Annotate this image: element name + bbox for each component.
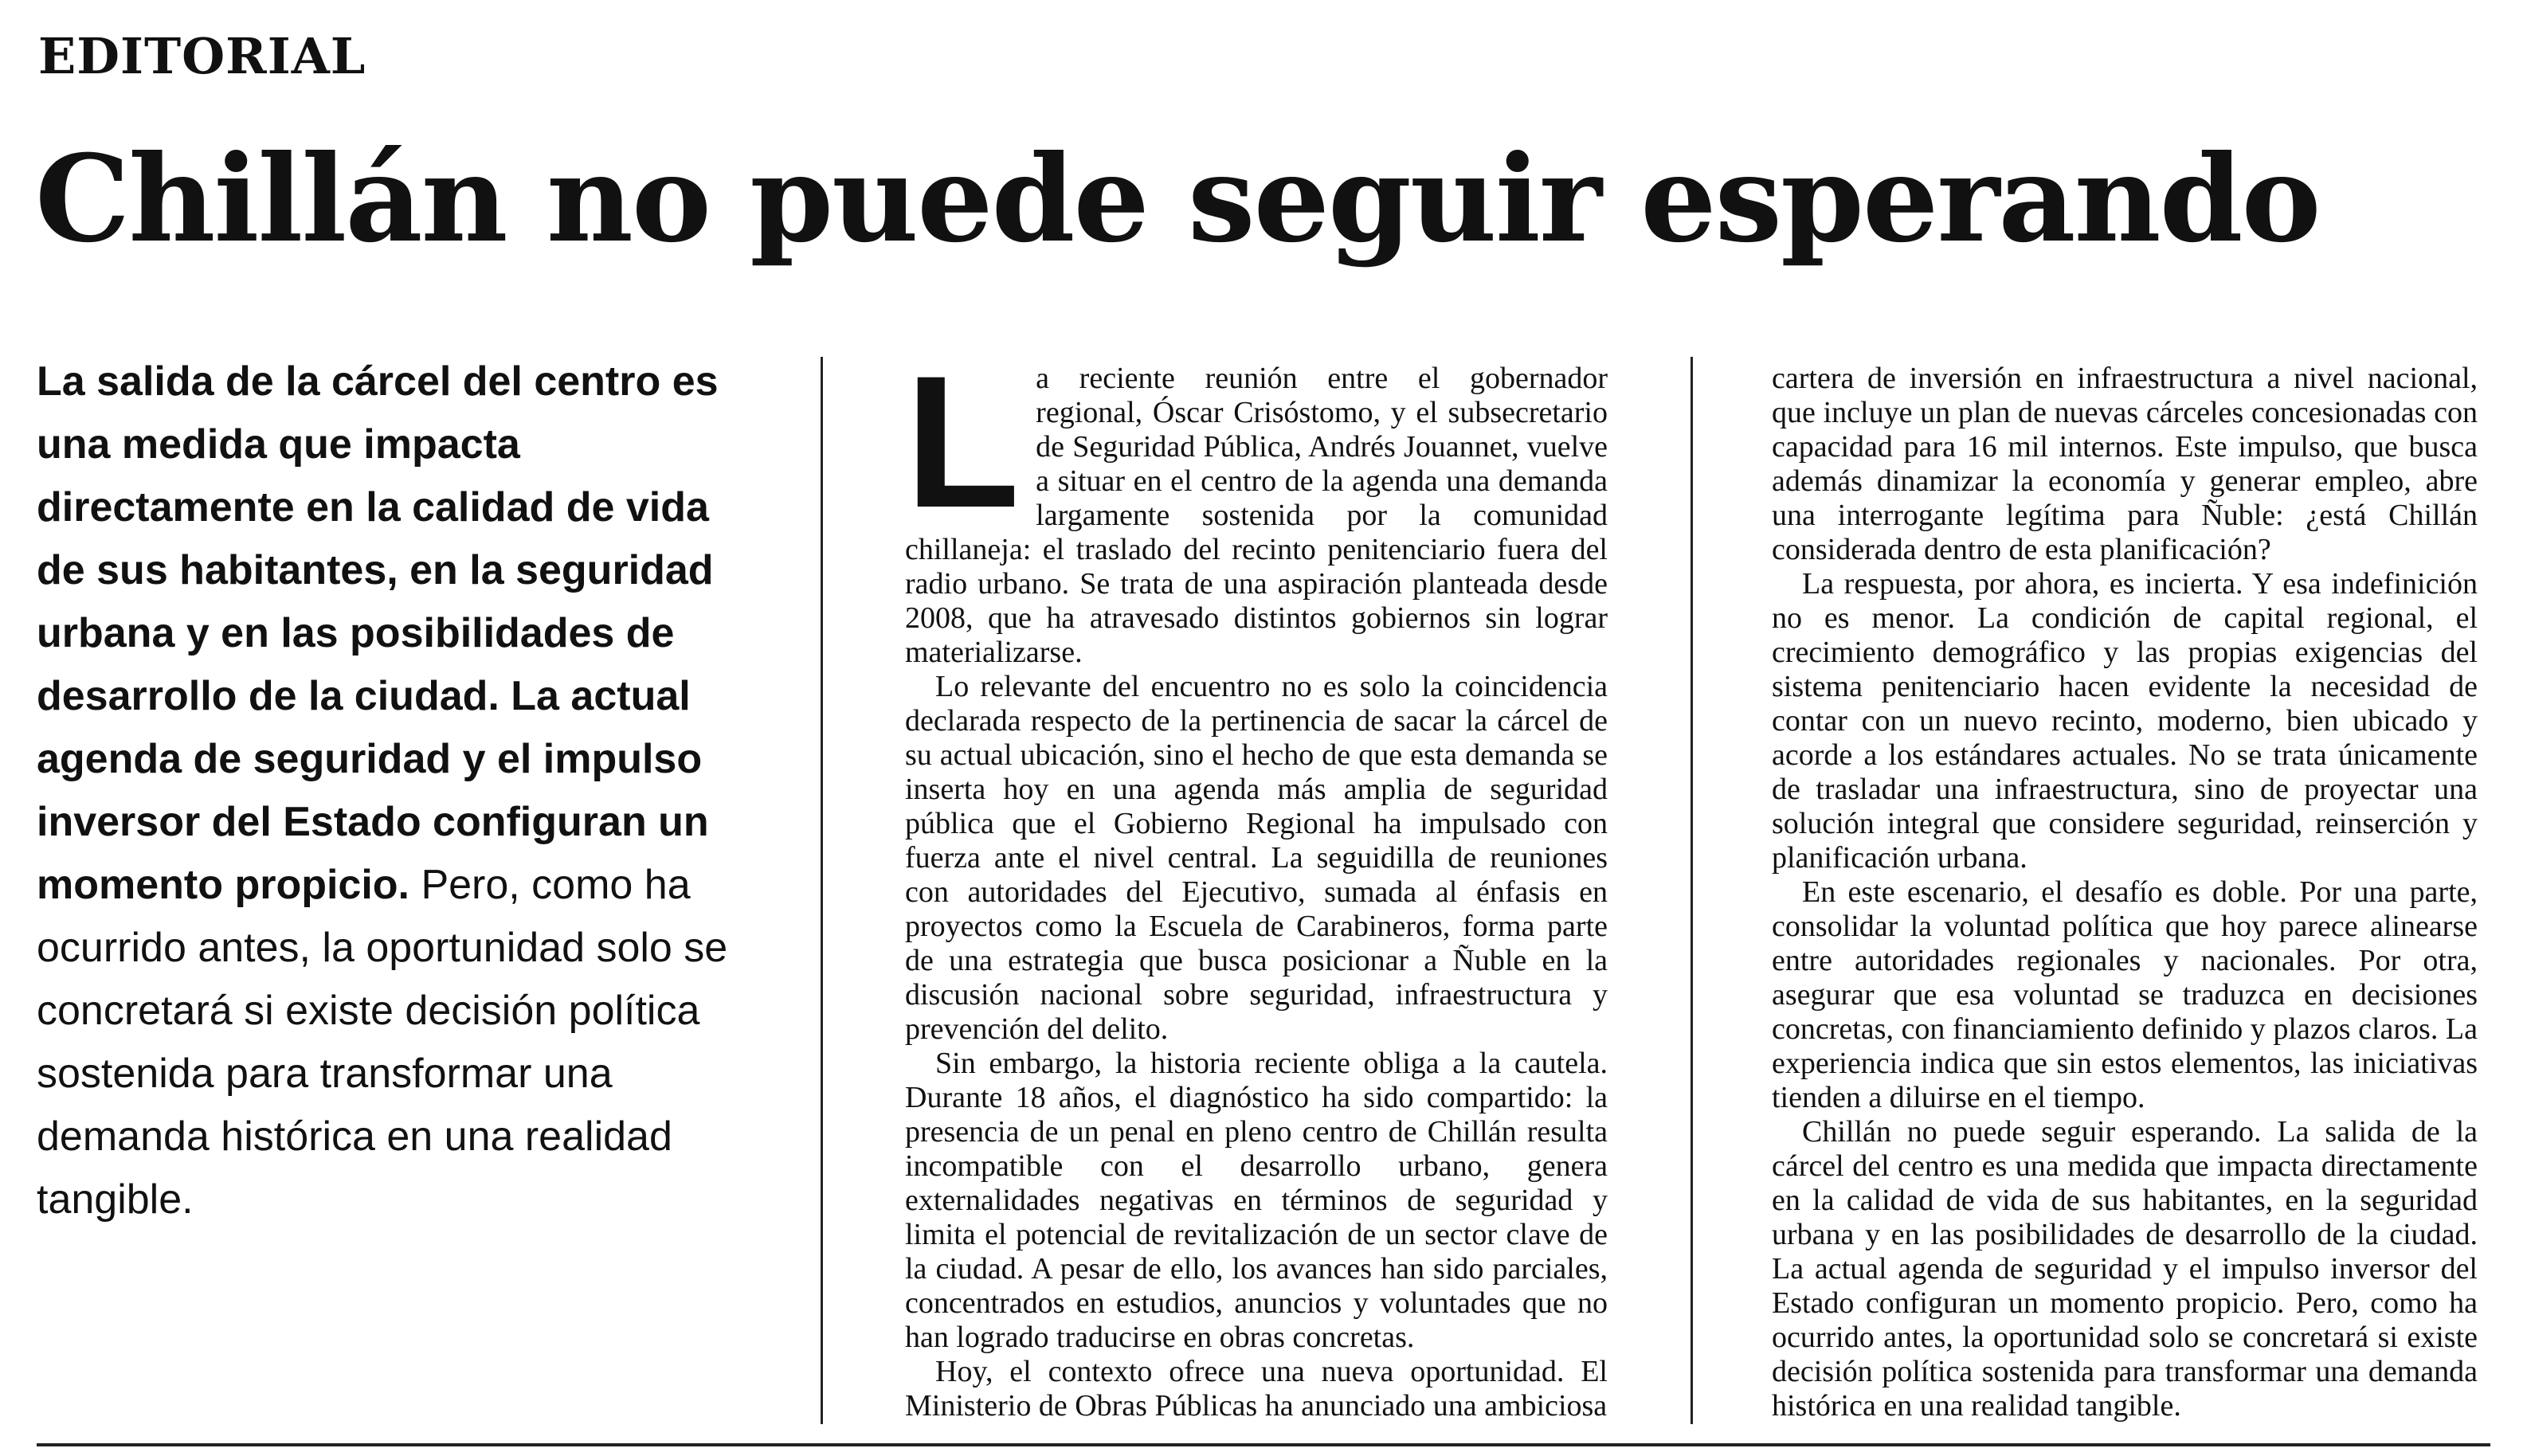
paragraph: En este escenario, el desafío es doble. Por una parte, consolidar la voluntad política que hoy parece alinearse entre autoridades regionales y nacionales. Por otra, asegurar que esa voluntad se traduzca en decisiones concretas, con financiamiento definido y plazos claros. La experiencia indica que sin estos elementos, las iniciativas tienden a diluirse en el tiempo. [1772, 875, 2478, 1114]
paragraph: Chillán no puede seguir esperando. La salida de la cárcel del centro es una medida que impacta directamente en la calidad de vida de sus habitantes, en la seguridad urbana y en las posibilidades de desarrollo de la ciudad. La actual agenda de seguridad y el impulso inversor del Estado configuran un momento propicio. Pero, como ha ocurrido antes, la oportunidad solo se concretará si existe decisión política sostenida para transformar una demanda histórica en una realidad tangible. [1772, 1115, 2478, 1423]
column-divider-right [1691, 357, 1693, 1424]
paragraph: Sin embargo, la historia reciente obliga a la cautela. Durante 18 años, el diagnóstico ha sido compartido: la presencia de un penal en pleno centro de Chillán resulta incompatible con el desarrollo urbano, genera externalidades negativas en términos de seguridad y limita el potencial de revitalización de un sector clave de la ciudad. A pesar de ello, los avances han sido parciales, concentrados en estudios, anuncios y voluntades que no han logrado traducirse en obras concretas. [905, 1047, 1608, 1354]
standfirst [37, 350, 762, 1231]
column-divider-left [821, 357, 823, 1424]
paragraph: cartera de inversión en infraestructura a nivel nacional, que incluye un plan de nuevas cárceles concesionadas con capacidad para 16 mil internos. Este impulso, que busca además dinamizar la economía y generar empleo, abre una interrogante legítima para Ñuble: ¿está Chillán considerada dentro de esta planificación? [1772, 362, 2478, 566]
body-column-1 [905, 337, 1608, 1423]
paragraph: Lo relevante del encuentro no es solo la coincidencia declarada respecto de la pertinencia de sacar la cárcel de su actual ubicación, sino el hecho de que esta demanda se inserta hoy en una agenda más amplia de seguridad pública que el Gobierno Regional ha impulsado con fuerza ante el nivel central. La seguidilla de reuniones con autoridades del Ejecutivo, sumada al énfasis en proyectos como la Escuela de Carabineros, forma parte de una estrategia que busca posicionar a Ñuble en la discusión nacional sobre seguridad, infraestructura y prevención del delito. [905, 670, 1608, 1046]
section-label: EDITORIAL [38, 27, 366, 85]
body-column-2 [1772, 362, 2478, 1423]
paragraph: La respuesta, por ahora, es incierta. Y esa indefinición no es menor. La condición de capital regional, el crecimiento demográfico y las propias exigencias del sistema penitenciario hacen evidente la necesidad de contar con un nuevo recinto, moderno, bien ubicado y acorde a los estándares actuales. No se trata únicamente de trasladar una infraestructura, sino de proyectar una solución integral que considere seguridad, reinserción y planificación urbana. [1772, 567, 2478, 875]
headline: Chillán no puede seguir esperando [35, 129, 2320, 269]
bottom-rule [37, 1443, 2490, 1446]
paragraph: a reciente reunión entre el gobernador regional, Óscar Crisóstomo, y el subsecretario de Seguridad Pública, Andrés Jouannet, vuelve a situar en el centro de la agenda una demanda largamente sostenida por la comunidad chillaneja: el traslado del recinto penitenciario fuera del radio urbano. Se trata de una aspiración planteada desde 2008, que ha atravesado distintos gobiernos sin lograr materializarse. [905, 362, 1608, 669]
standfirst-regular: Pero, como ha ocurrido antes, la oportunidad solo se concretará si existe decisión política sostenida para transformar una demanda histórica en una realidad tangible. [37, 862, 728, 1223]
standfirst-bold: La salida de la cárcel del centro es una medida que impacta directamente en la calidad de vida de sus habitantes, en la seguridad urbana y en las posibilidades de desarrollo de la ciudad. La actual agenda de seguridad y el impulso inversor del Estado configuran un momento propicio. [37, 358, 719, 908]
drop-cap: L [905, 337, 1021, 547]
paragraph: Hoy, el contexto ofrece una nueva oportunidad. El Ministerio de Obras Públicas ha anunciado una ambiciosa [905, 1355, 1608, 1423]
